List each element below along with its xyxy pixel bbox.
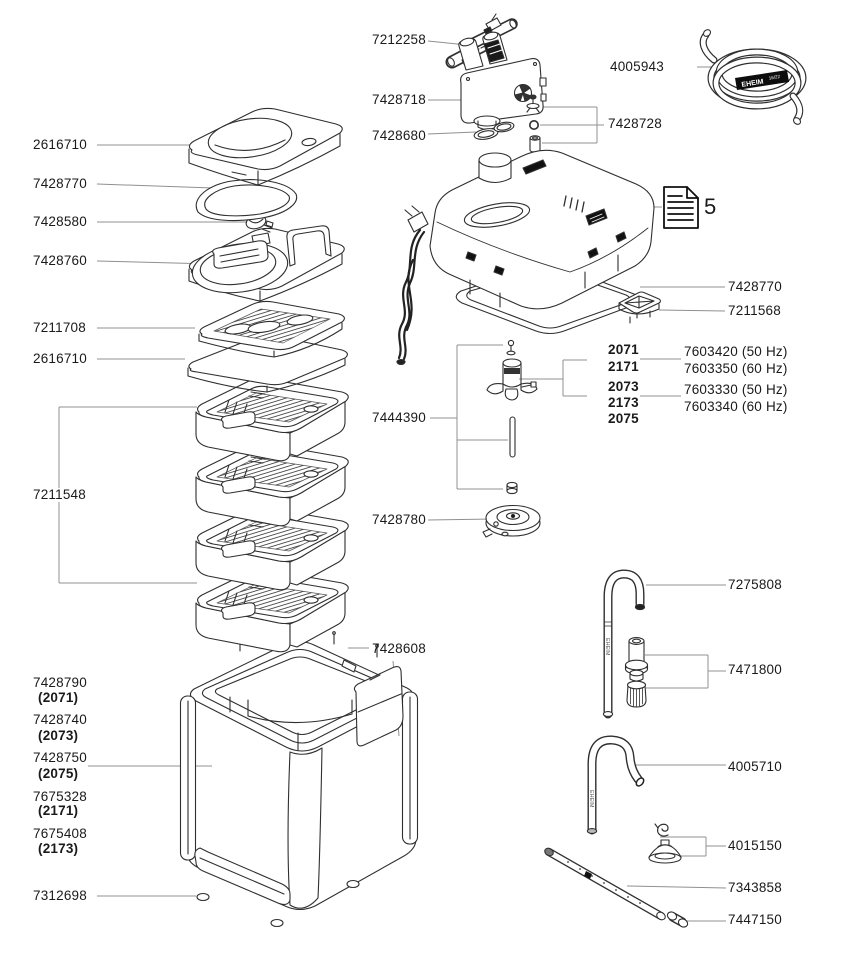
part-label-outlet-pipe: 4005710 [728, 759, 782, 774]
outlet-pipe-drawing [587, 740, 645, 833]
part-label-lower-pad: 2616710 [33, 351, 87, 366]
part-label-canister-2173: 7675408 [33, 826, 87, 841]
part-label-orings: 7428680 [372, 128, 426, 143]
part-label-double-tap: 7212258 [372, 32, 426, 47]
model-label-2071: 2071 [608, 342, 639, 357]
part-label-impeller-50hz-a: 7603420 (50 Hz) [684, 344, 788, 359]
prefilter-lid-drawing [189, 226, 344, 301]
model-label-2171: 2171 [608, 359, 639, 374]
intake-pipe-brand-text: EHEIM [604, 638, 610, 656]
part-label-impeller-60hz-b: 7603340 (60 Hz) [684, 399, 788, 414]
suction-cup-drawing [649, 824, 681, 863]
canister-drawing [181, 629, 418, 927]
filter-baskets-drawing [196, 378, 348, 651]
model-label-2073: 2073 [608, 379, 639, 394]
leader-lines [59, 41, 726, 921]
model-label-2075: 2075 [608, 411, 639, 426]
part-label-strainer: 7471800 [728, 662, 782, 677]
part-label-canister-2071: 7428790 [33, 675, 87, 690]
model-label-canister-2171: (2171) [38, 803, 79, 818]
part-label-pump-cover: 7428780 [372, 512, 426, 527]
figure-ref-label: 5 [704, 194, 717, 219]
part-label-clip: 7428580 [33, 214, 87, 229]
strainer-drawing [626, 638, 648, 707]
model-label-canister-2071: (2071) [38, 690, 79, 705]
impeller-set-drawing [487, 340, 537, 493]
part-label-suction-cup: 4015150 [728, 838, 782, 853]
part-label-head-seal: 7428770 [728, 279, 782, 294]
part-label-valve-parts: 7428728 [608, 116, 662, 131]
part-label-hose: 4005943 [610, 59, 664, 74]
model-label-canister-2073: (2073) [38, 728, 79, 743]
part-label-canister-2075: 7428750 [33, 750, 87, 765]
end-cap-drawing [666, 910, 689, 928]
part-label-intake-pipe: 7275808 [728, 577, 782, 592]
part-label-spray-bar: 7343858 [728, 880, 782, 895]
part-label-lid-seal: 7428770 [33, 176, 87, 191]
outlet-pipe-brand-text: EHEIM [588, 790, 594, 808]
pump-cover-drawing [483, 506, 540, 538]
adapter-drawing [459, 31, 546, 130]
drawings [181, 14, 804, 929]
top-pad-drawing [189, 108, 342, 185]
part-label-feet: 7312698 [33, 888, 87, 903]
hose-brand-text: EHEIM [741, 78, 765, 89]
part-label-prefilter-lid: 7428760 [33, 253, 87, 268]
manual-document-icon [664, 187, 698, 228]
part-label-impeller-60hz-a: 7603350 (60 Hz) [684, 361, 788, 376]
part-label-impeller-50hz-b: 7603330 (50 Hz) [684, 382, 788, 397]
part-label-latch-clip: 7211568 [728, 303, 781, 318]
lid-seal-drawing [196, 180, 296, 221]
spray-bar-drawing [543, 847, 666, 922]
part-label-clamps: 7428608 [372, 641, 426, 656]
part-label-top-pad: 2616710 [33, 137, 87, 152]
part-label-canister-2073: 7428740 [33, 712, 87, 727]
hose-coil-drawing [702, 28, 803, 125]
pump-head-drawing [397, 150, 654, 364]
part-label-impeller-set: 7444390 [372, 410, 426, 425]
part-label-adapter: 7428718 [372, 92, 426, 107]
part-label-basket-set: 7211548 [30, 488, 89, 502]
hose-size-text: 16/22 [768, 73, 781, 81]
part-label-canister-2171: 7675328 [33, 789, 87, 804]
model-label-2173: 2173 [608, 395, 639, 410]
part-label-end-cap: 7447150 [728, 912, 782, 927]
latch-clip-drawing [619, 292, 661, 323]
model-label-canister-2173: (2173) [38, 841, 79, 856]
model-label-canister-2075: (2075) [38, 766, 79, 781]
part-label-grate: 7211708 [33, 320, 86, 335]
